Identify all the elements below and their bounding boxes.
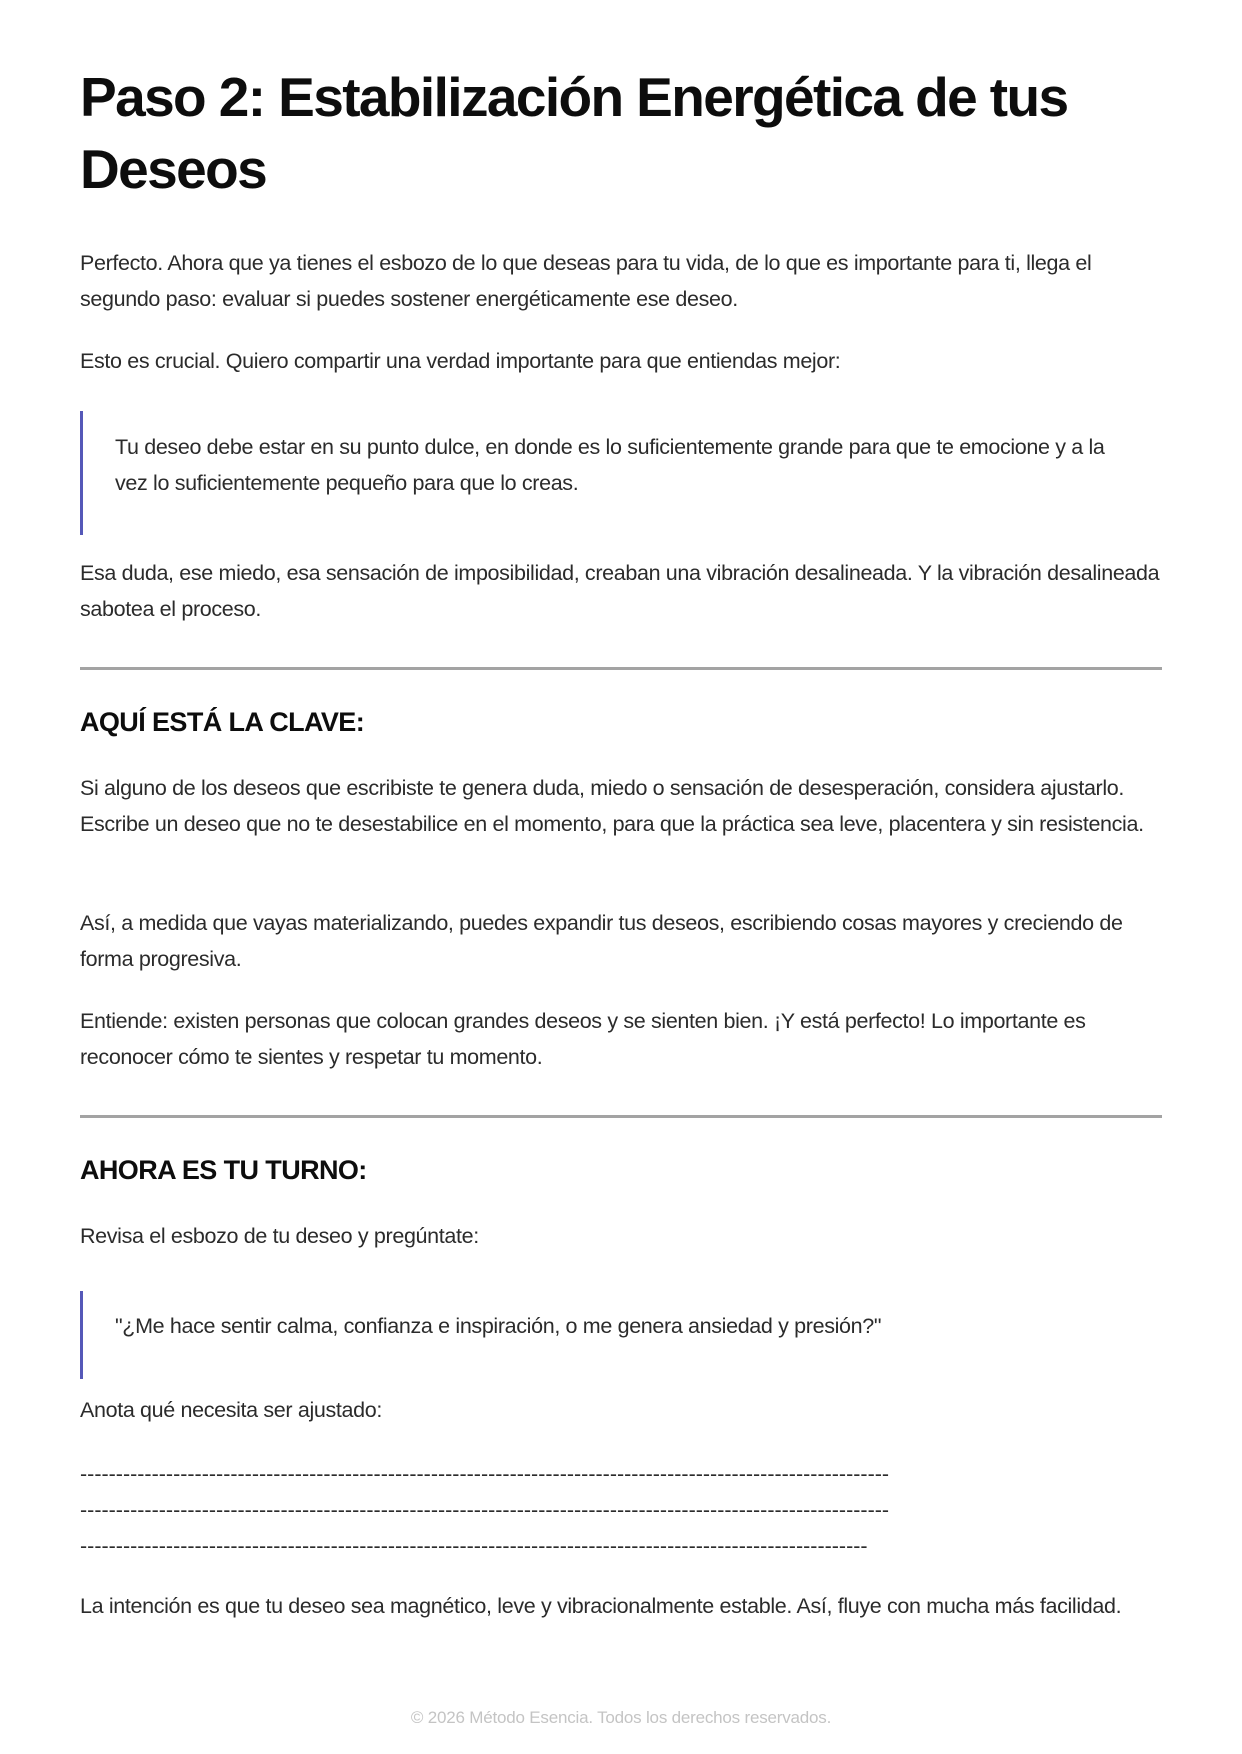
blockquote-question <box>80 1291 1162 1379</box>
answer-line[interactable]: -------------------------------------------------------------------------------------------------------------- <box>80 1534 868 1558</box>
clave-paragraph: Entiende: existen personas que colocan grandes deseos y se sienten bien. ¡Y está perfecto! Lo importante es reconocer cómo te sientes y respetar tu momento. <box>80 1009 1086 1069</box>
intro-paragraph: Esto es crucial. Quiero compartir una verdad importante para que entiendas mejor: <box>80 349 841 373</box>
answer-line[interactable]: ----------------------------------------------------------------------------------------------------------------- <box>80 1462 890 1486</box>
page-title: Paso 2: Estabilización Energética de tus Deseos <box>80 66 1068 200</box>
section-heading-clave: AQUÍ ESTÁ LA CLAVE: <box>80 707 365 737</box>
blockquote-text: "¿Me hace sentir calma, confianza e inspiración, o me genera ansiedad y presión?" <box>115 1314 882 1338</box>
answer-line[interactable]: ----------------------------------------------------------------------------------------------------------------- <box>80 1498 890 1522</box>
section-divider <box>80 1115 1162 1118</box>
prompt-paragraph: Revisa el esbozo de tu deseo y pregúntate: <box>80 1224 479 1248</box>
note-label: Anota qué necesita ser ajustado: <box>80 1398 382 1422</box>
section-divider <box>80 667 1162 670</box>
blockquote-sweet-spot <box>80 411 1162 535</box>
clave-paragraph: Si alguno de los deseos que escribiste te genera duda, miedo o sensación de desesperación, considera ajustarlo. Escribe un deseo que no te desestabilice en el momento, para que la práctica sea leve, placentera y sin resistencia. <box>80 776 1144 836</box>
closing-paragraph: La intención es que tu deseo sea magnético, leve y vibracionalmente estable. Así, fluye con mucha más facilidad. <box>80 1594 1122 1618</box>
clave-paragraph: Así, a medida que vayas materializando, puedes expandir tus deseos, escribiendo cosas mayores y creciendo de forma progresiva. <box>80 911 1123 971</box>
section-heading-turno: AHORA ES TU TURNO: <box>80 1155 367 1185</box>
intro-paragraph: Perfecto. Ahora que ya tienes el esbozo de lo que deseas para tu vida, de lo que es importante para ti, llega el segundo paso: evaluar si puedes sostener energéticamente ese deseo. <box>80 251 1092 311</box>
blockquote-text: Tu deseo debe estar en su punto dulce, en donde es lo suficientemente grande para que te emocione y a la vez lo suficientemente pequeño para que lo creas. <box>115 435 1105 495</box>
vibration-paragraph: Esa duda, ese miedo, esa sensación de imposibilidad, creaban una vibración desalineada. Y la vibración desalineada sabotea el proceso. <box>80 561 1160 621</box>
footer-copyright: © 2026 Método Esencia. Todos los derechos reservados. <box>410 1708 832 1727</box>
